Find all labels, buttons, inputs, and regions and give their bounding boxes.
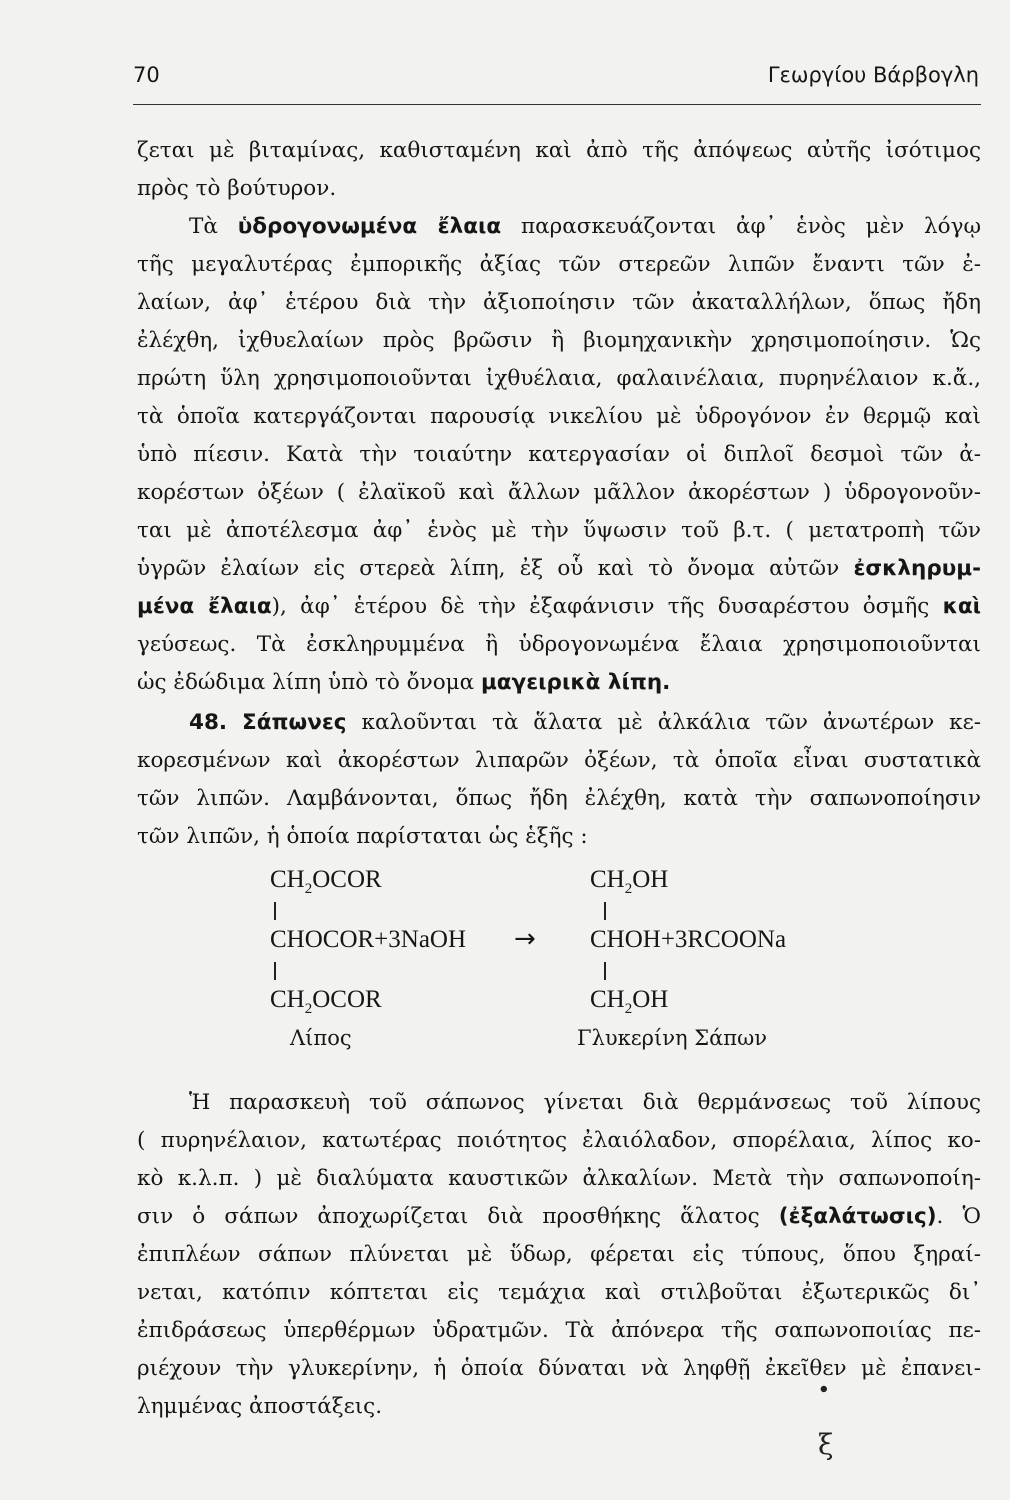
text-line: πρὸς τὸ βούτυρον. [137,176,337,201]
eq-left-bottom: $CH_2OCOR$ [270,986,382,1017]
text-line: σιν ὁ σάπων ἀποχωρίζεται διὰ προσθήκης ἅλατος (ἐξαλάτωσις). Ὁ [137,1204,981,1229]
text-line: κορεσμένων καὶ ἀκορέστων λιπαρῶν ὀξέων, τὰ ὁποῖα εἶναι συστατικὰ [137,748,981,773]
eq-right-top: $CH_2OH$ [590,866,669,897]
text-line: ριέχουν τὴν γλυκερίνην, ἡ ὁποία δύναται νὰ ληφθῇ ἐκεῖθεν μὲ ἐπανει- [137,1356,981,1381]
eq-right-bottom: $CH_2OH$ [590,986,669,1017]
text-line: ὑγρῶν ἐλαίων εἰς στερεὰ λίπη, ἐξ οὗ καὶ τὸ ὄνομα αὐτῶν ἐσκληρυμ- [137,556,981,581]
section-term: Σάπωνες [242,710,347,735]
label-glycerin-soap: Γλυκερίνη Σάπων [577,1026,767,1050]
reaction-arrow-icon: → [514,924,536,954]
text-line: Τὰ ὑδρογονωμένα ἔλαια παρασκευάζονται ἀφ᾿ ἑνὸς μὲν λόγῳ [189,214,981,239]
paragraph-soap-preparation [137,1084,981,1426]
term-salting-out: (ἐξαλάτωσις) [778,1204,937,1229]
bond-line [604,962,606,980]
bond-line [274,902,276,920]
text-line: λημμένας ἀποστάξεις. [137,1394,383,1419]
label-fat: Λίπος [290,1026,352,1050]
section-48-soaps [137,704,981,856]
text-line: ὡς ἐδώδιμα λίπη ὑπὸ τὸ ὄνομα μαγειρικὰ λίπη. [137,670,671,695]
bond-line [274,962,276,980]
text-line: λαίων, ἀφ᾿ ἑτέρου διὰ τὴν ἀξιοποίησιν τῶν ἀκαταλλήλων, ὅπως ἤδη [137,290,981,315]
section-number: 48. [189,710,228,735]
text-line: ἐπιδράσεως ὑπερθέρμων ὑδρατμῶν. Τὰ ἀπόνερα τῆς σαπωνοποιίας πε- [137,1318,981,1343]
text-line: τὰ ὁποῖα κατεργάζονται παρουσίᾳ νικελίου μὲ ὑδρογόνον ἐν θερμῷ καὶ [137,404,981,429]
paragraph-hydrogenated-oils [137,208,981,702]
text-line: ἐλέχθη, ἰχθυελαίων πρὸς βρῶσιν ἢ βιομηχανικὴν χρησιμοποίησιν. Ὡς [137,328,981,353]
text-line: τῶν λιπῶν, ἡ ὁποία παρίσταται ὡς ἑξῆς : [137,824,588,849]
text-line: Ἡ παρασκευὴ τοῦ σάπωνος γίνεται διὰ θερμάνσεως τοῦ λίπους [189,1090,981,1115]
text-line: γεύσεως. Τὰ ἐσκληρυμμένα ἢ ὑδρογονωμένα ἔλαια χρησιμοποιοῦνται [137,632,981,657]
term-hardened-oils-part1: ἐσκληρυμ- [853,556,981,581]
text-line: πρώτη ὕλη χρησιμοποιοῦνται ἰχθυέλαια, φαλαινέλαια, πυρηνέλαιον κ.ἄ., [137,366,981,391]
eq-left-top: $CH_2OCOR$ [270,866,382,897]
ink-mark: ξ [818,1428,834,1461]
text-line: 48. Σάπωνες καλοῦνται τὰ ἅλατα μὲ ἀλκάλια τῶν ἀνωτέρων κε- [189,710,982,735]
text-line: κὸ κ.λ.π. ) μὲ διαλύματα καυστικῶν ἀλκαλίων. Μετὰ τὴν σαπωνοποίη- [137,1166,981,1191]
term-cooking-fats: μαγειρικὰ λίπη. [480,670,671,695]
text-line: κορέστων ὀξέων ( ἐλαϊκοῦ καὶ ἄλλων μᾶλλον ἀκορέστων ) ὑδρογονοῦν- [137,480,981,505]
text-line: ἐπιπλέων σάπων πλύνεται μὲ ὕδωρ, φέρεται εἰς τύπους, ὅπου ξηραί- [137,1242,981,1267]
term-hydrogenated-oils: ὑδρογονωμένα ἔλαια [237,214,502,239]
page-number: 70 [133,63,160,87]
page-header [133,60,981,105]
bond-line [604,902,606,920]
running-title: Γεωργίου Βάρβογλη [767,63,979,87]
eq-left-middle: CHOCOR+3NaOH [270,926,467,953]
eq-right-middle: CHOH+3RCOONa [590,926,787,953]
text-line: ὑπὸ πίεσιν. Κατὰ τὴν τοιαύτην κατεργασίαν οἱ διπλοῖ δεσμοὶ τῶν ἀ- [137,442,981,467]
text-line: τῶν λιπῶν. Λαμβάνονται, ὅπως ἤδη ἐλέχθη, κατὰ τὴν σαπωνοποίησιν [137,786,981,811]
text-line: ( πυρηνέλαιον, κατωτέρας ποιότητος ἐλαιόλαδον, σπορέλαια, λίπος κο- [137,1128,981,1153]
text-line: μένα ἔλαια), ἀφ᾿ ἑτέρου δὲ τὴν ἐξαφάνισιν τῆς δυσαρέστου ὀσμῆς καὶ [137,594,981,619]
text-line: τῆς μεγαλυτέρας ἐμπορικῆς ἀξίας τῶν στερεῶν λιπῶν ἔναντι τῶν ἐ- [137,252,981,277]
text-line: ται μὲ ἀποτέλεσμα ἀφ᾿ ἑνὸς μὲ τὴν ὕψωσιν τοῦ β.τ. ( μετατροπὴ τῶν [137,518,981,543]
text-line: νεται, κατόπιν κόπτεται εἰς τεμάχια καὶ στιλβοῦται ἐξωτερικῶς δι᾿ [137,1280,981,1305]
paragraph-butter [137,132,981,208]
text-line: ζεται μὲ βιταμίνας, καθισταμένη καὶ ἀπὸ τῆς ἀπόψεως αὐτῆς ἰσότιμος [137,138,981,163]
ink-mark: • [813,1376,836,1405]
term-hardened-oils-part2: μένα ἔλαια [137,594,272,619]
saponification-equation [270,866,910,1056]
